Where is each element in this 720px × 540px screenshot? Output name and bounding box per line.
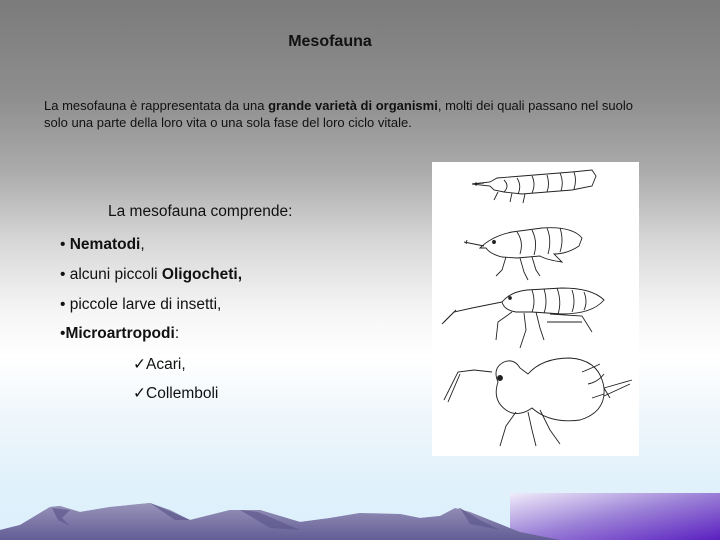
intro-text-1: La mesofauna è rappresentata da una [44,98,269,113]
list-item-nematodi [60,236,145,254]
item-text: alcuni piccoli [69,266,162,283]
bullet: • [60,266,70,283]
list-item-larve [60,296,221,314]
list-item-oligocheti [60,266,242,284]
intro-text-2: , molti dei quali passano nel suolo solo una parte della loro vita o una sola fase del loro ciclo vitale. [44,98,633,130]
checkmark-icon: ✓ [133,385,146,402]
subitem-label: Acari, [146,356,186,373]
insect-drawings-icon [432,162,639,456]
subitem-label: Collemboli [146,385,219,402]
item-text: : [174,325,180,342]
intro-bold: grande varietà di organismi [268,98,438,113]
subitem-acari [133,355,186,374]
item-bold: Nematodi [69,236,141,253]
mountain-landscape-icon [0,470,720,540]
checkmark-icon: ✓ [133,356,146,373]
springtail-illustration [432,162,639,456]
list-item-microartropodi [60,325,179,343]
intro-paragraph [44,97,654,131]
item-text: , [140,236,145,253]
item-bold: Oligocheti, [161,266,243,283]
slide-title: Mesofauna [288,33,372,50]
item-text: piccole larve di insetti, [69,296,222,313]
list-heading: La mesofauna comprende: [108,203,293,220]
bullet: • [60,296,70,313]
subitem-collemboli [133,384,218,403]
item-bold: Microartropodi [65,325,175,342]
bullet: • [60,236,70,253]
bullet: • [60,325,66,342]
